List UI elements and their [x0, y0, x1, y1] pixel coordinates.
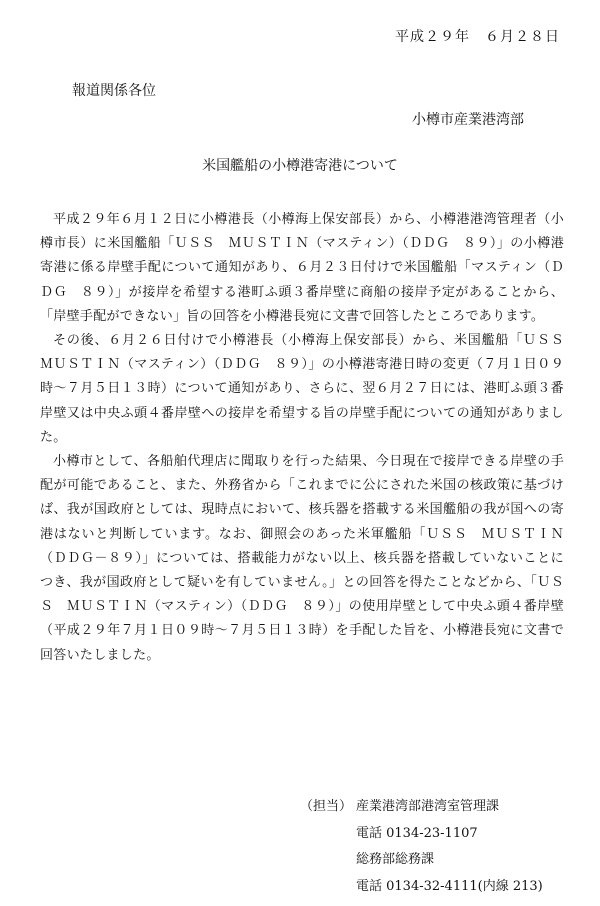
body-paragraph-1: 平成２９年６月１２日に小樽港長（小樽海上保安部長）から、小樽港港湾管理者（小樽市長）に米国艦船「ＵＳＳ ＭＵＳＴＩＮ（マスティン）（ＤＤＧ ８９）」の小樽港寄港に係る岸壁手配について通知があり、６月２３日付けで米国艦船「マスティン（ＤＤＧ ８９）」が接岸を希望する港町ふ頭３番岸壁に商船の接岸予定があることから、「岸壁手配ができない」旨の回答を小樽港長宛に文書で回答したところであります。: [40, 212, 564, 324]
contact-block: [300, 794, 543, 900]
contact-department-2: 総務部総務課: [356, 852, 435, 867]
body-paragraph-2: その後、６月２６日付けで小樽港長（小樽海上保安部長）から、米国艦船「ＵＳＳ ＭＵＳＴＩＮ（マスティン）（ＤＤＧ ８９）」の小樽港寄港日時の変更（７月１日０９時〜７月５日１３時）について通知があり、さらに、翌６月２７日には、港町ふ頭３番岸壁又は中央ふ頭４番岸壁への接岸を希望する旨の岸壁手配についての通知がありました。: [40, 333, 578, 445]
addressee: 報道関係各位: [72, 83, 156, 99]
document-body: [40, 208, 578, 668]
contact-row-department: [300, 794, 543, 821]
contact-department: 産業港湾部港湾室管理課: [356, 799, 500, 814]
document-date: 平成２９年 ６月２８日: [395, 29, 560, 45]
contact-phone-2: 電話 0134-32-4111(内線 213): [356, 878, 543, 894]
contact-phone-1: 電話 0134-23-1107: [356, 825, 478, 841]
sender-department: 小樽市産業港湾部: [412, 112, 524, 128]
body-paragraph-3: 小樽市として、各船舶代理店に聞取りを行った結果、今日現在で接岸できる岸壁の手配が可能であること、また、外務省から「これまでに公にされた米国の核政策に基づけば、我が国政府としては、現時点において、核兵器を搭載する米国艦船の我が国への寄港はないと判断しています。なお、御照会のあった米軍艦船「ＵＳＳ ＭＵＳＴＩＮ（ＤＤＧ－８９）」については、搭載能力がない以上、核兵器を搭載していないことにつき、我が国政府として疑いを有していません。」との回答を得たことなどから、「ＵＳＳ ＭＵＳＴＩＮ（マスティン）（ＤＤＧ ８９）」の使用岸壁として中央ふ頭４番岸壁（平成２９年７月１日０９時〜７月５日１３時）を手配した旨を、小樽港長宛に文書で回答いたしました。: [40, 454, 564, 663]
contact-label: （担当）: [300, 799, 353, 814]
document-title: 米国艦船の小樽港寄港について: [202, 158, 398, 174]
